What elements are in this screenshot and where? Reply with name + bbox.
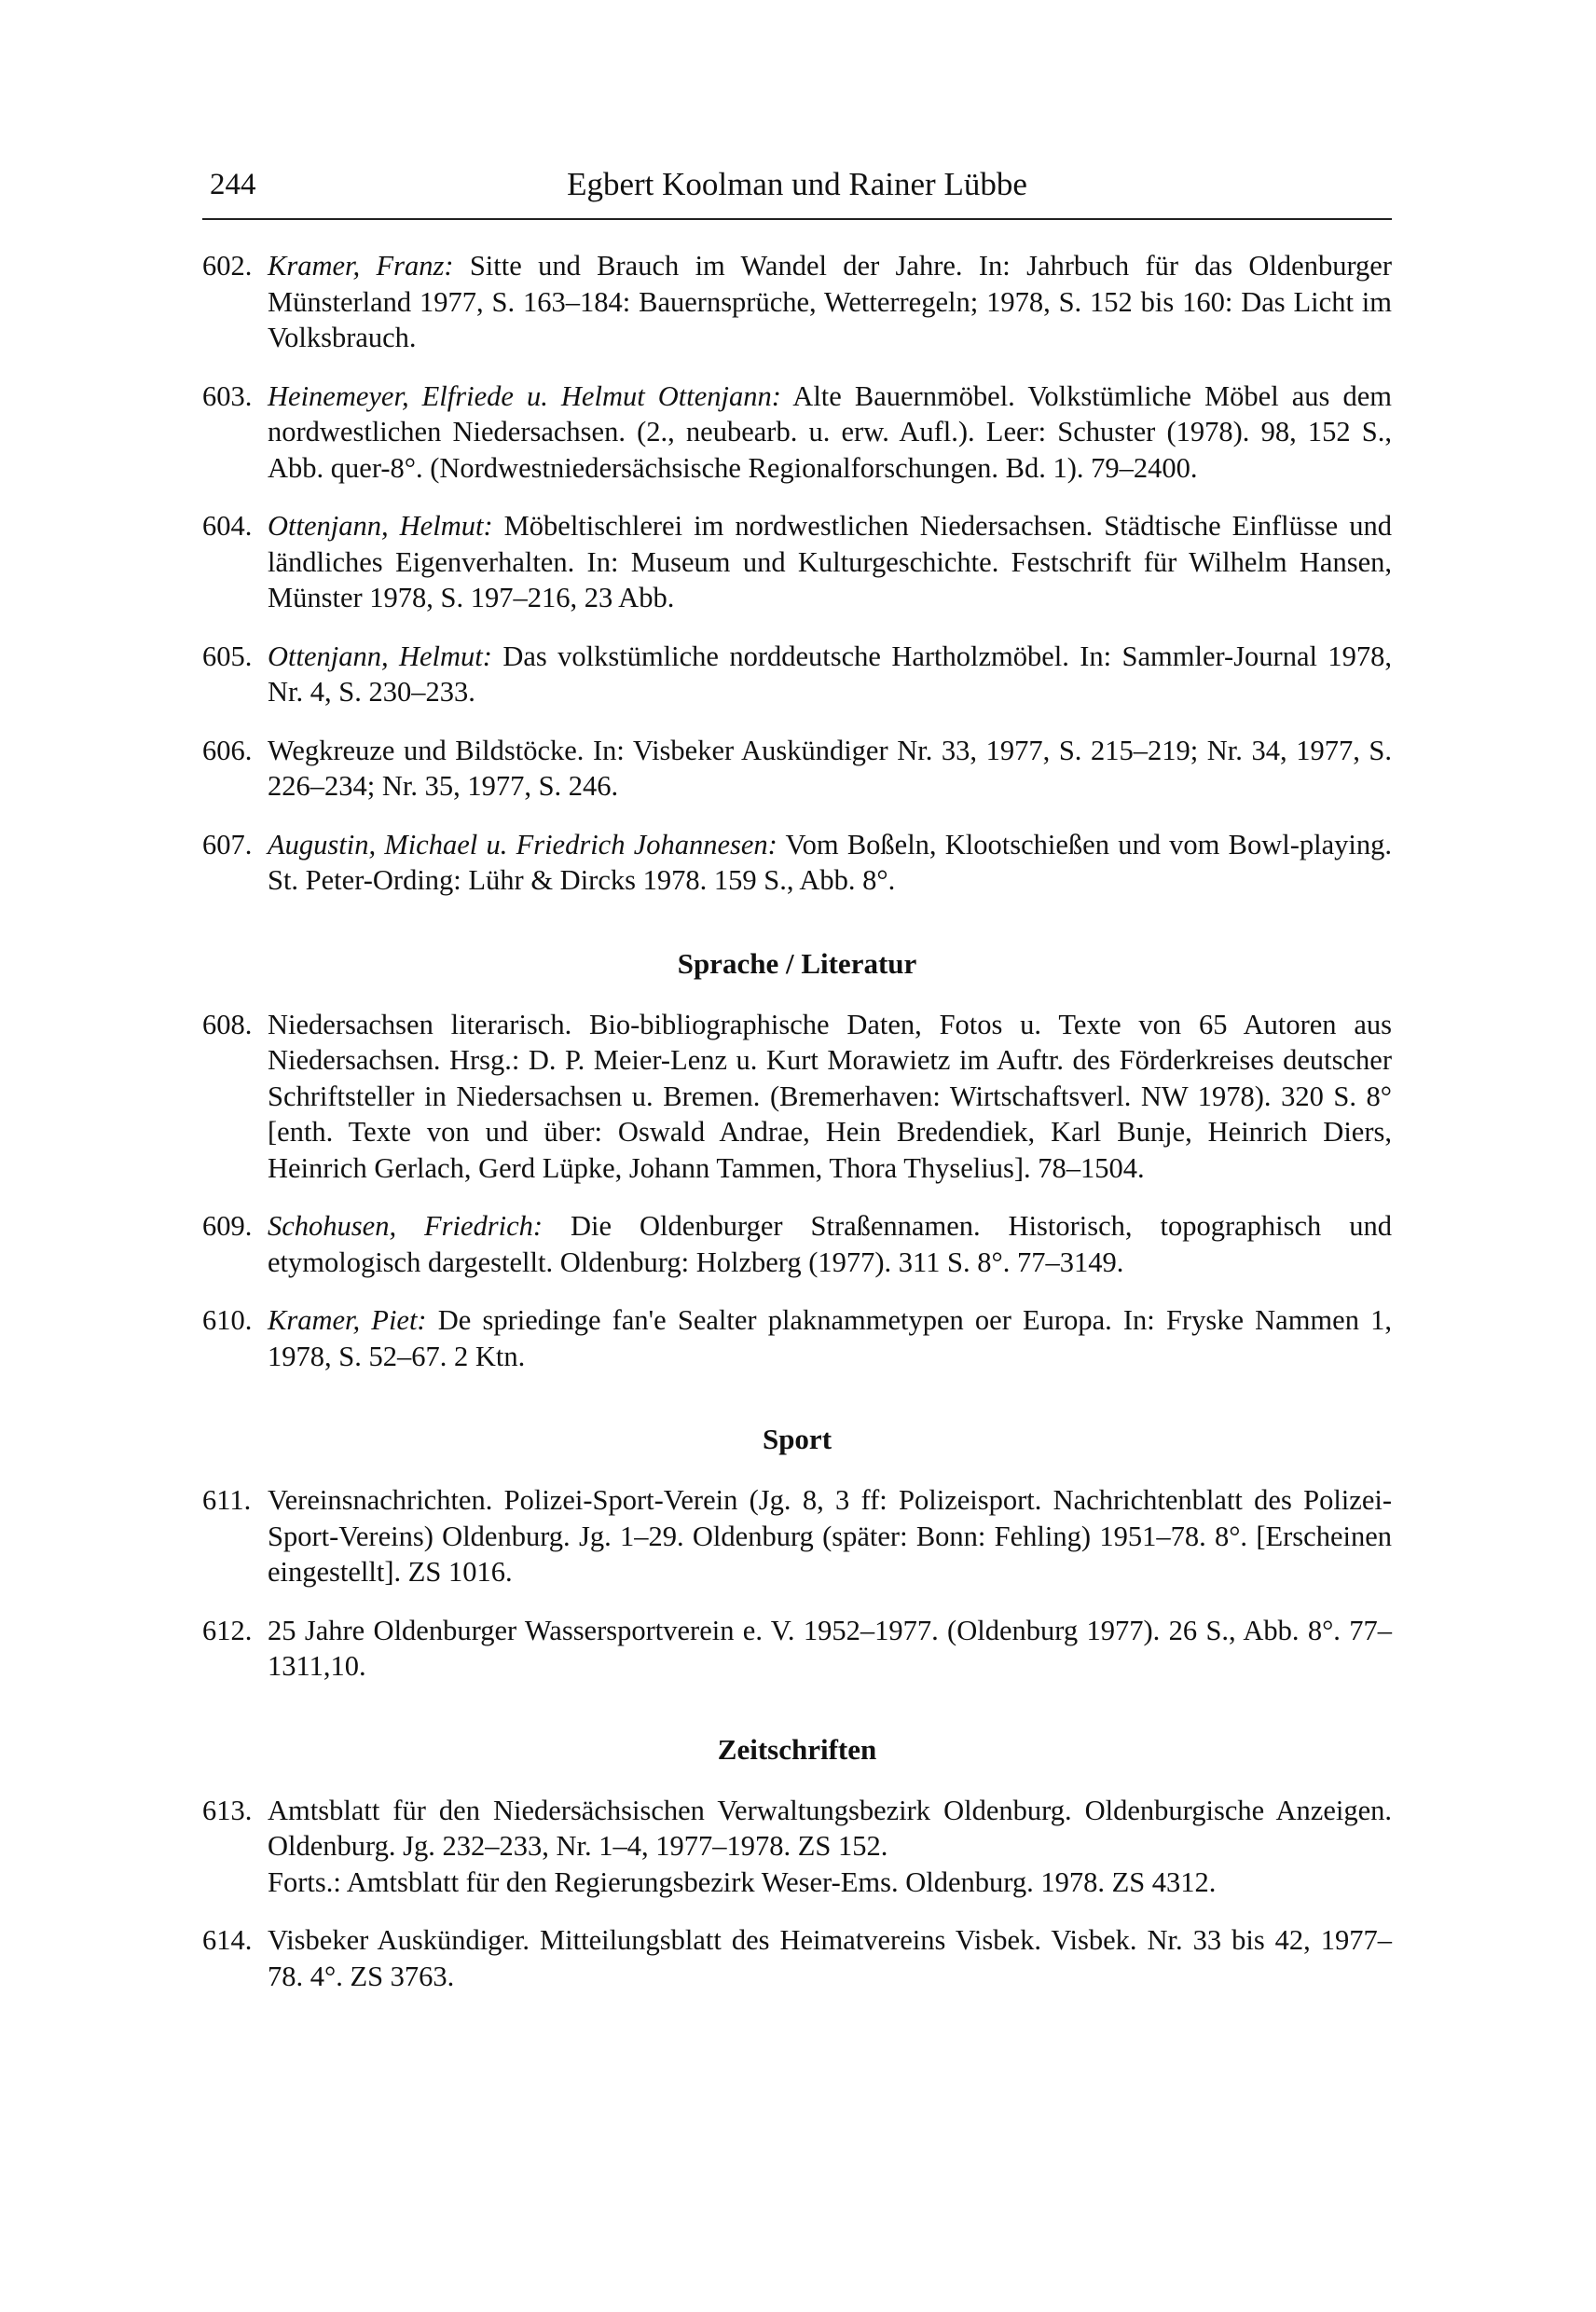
- page-number: 244: [210, 168, 256, 201]
- entry-number: 612.: [202, 1614, 253, 1646]
- bibliography-entry: [202, 1793, 1392, 1901]
- entry-text: [268, 1208, 1392, 1280]
- entry-number: 607.: [202, 828, 253, 860]
- bibliography-entry: [202, 1302, 1392, 1374]
- entry-continuation: Forts.: Amtsblatt für den Regierungsbezirk Weser-Ems. Oldenburg. 1978. ZS 4312.: [268, 1865, 1217, 1898]
- entry-body: Das volkstümliche norddeutsche Hartholzmöbel. In: Sammler-Journal 1978, Nr. 4, S. 230–233.: [268, 640, 1392, 708]
- entry-text: [268, 1613, 1392, 1685]
- entry-number: 603.: [202, 379, 253, 412]
- section-heading: Sport: [762, 1423, 832, 1455]
- bibliography-entry: [202, 378, 1392, 487]
- entry-text: [268, 733, 1392, 805]
- running-head: [202, 166, 1392, 220]
- section-heading: Zeitschriften: [717, 1732, 877, 1766]
- bibliography-entry: [202, 1613, 1392, 1685]
- entry-number: 602.: [202, 250, 253, 282]
- bibliography-entry: [202, 1922, 1392, 1994]
- entry-body: Niedersachsen literarisch. Bio-bibliographische Daten, Fotos u. Texte von 65 Autoren aus Niedersachsen. Hrsg.: D. P. Meier-Lenz u. Kurt Morawietz im Auftr. des Förderkreises deutscher Schriftsteller in Niedersachsen u. Bremen. (Bremerhaven: Wirtschaftsverl. NW 1978). 320 S. 8° [enth. Texte von und über: Oswald Andrae, Hein Bredendiek, Karl Bunje, Heinrich Diers, Heinrich Gerlach, Gerd Lüpke, Johann Tammen, Thora Thyselius]. 78–1504.: [268, 1008, 1392, 1184]
- entry-number: 608.: [202, 1008, 253, 1040]
- entry-author: Heinemeyer, Elfriede u. Helmut Ottenjann:: [268, 379, 781, 412]
- entry-text: [268, 1922, 1392, 1994]
- entry-number: 611.: [202, 1484, 252, 1516]
- section-heading: Sprache / Literatur: [677, 946, 917, 980]
- entry-number: 609.: [202, 1210, 253, 1242]
- entry-text: [268, 1482, 1392, 1590]
- entry-number: 610.: [202, 1304, 253, 1336]
- running-title: Egbert Koolman und Rainer Lübbe: [567, 166, 1027, 202]
- entry-text: [268, 639, 1392, 710]
- entry-text: [268, 248, 1392, 356]
- bibliography-entry: [202, 1208, 1392, 1280]
- bibliography-entry: [202, 1482, 1392, 1590]
- entry-number: 613.: [202, 1794, 253, 1826]
- entry-number: 604.: [202, 510, 253, 542]
- bibliography-entry: [202, 248, 1392, 356]
- bibliography-entry: [202, 733, 1392, 805]
- entry-body: Alte Bauernmöbel. Volkstümliche Möbel aus dem nordwestlichen Niedersachsen. (2., neubearb. u. erw. Aufl.). Leer: Schuster (1978). 98, 152 S., Abb. quer-8°. (Nordwestniedersächsische Regionalforschungen. Bd. 1). 79–2400.: [268, 379, 1392, 484]
- entry-number: 614.: [202, 1924, 253, 1956]
- entry-body: Die Oldenburger Straßennamen. Historisch, topographisch und etymologisch dargestellt. Oldenburg: Holzberg (1977). 311 S. 8°. 77–3149.: [268, 1210, 1392, 1278]
- entry-body: 25 Jahre Oldenburger Wassersportverein e. V. 1952–1977. (Oldenburg 1977). 26 S., Abb. 8°. 77–1311,10.: [268, 1614, 1392, 1682]
- entry-body: Möbeltischlerei im nordwestlichen Niedersachsen. Städtische Einflüsse und ländliches Eigenverhalten. In: Museum und Kulturgeschichte. Festschrift für Wilhelm Hansen, Münster 1978, S. 197–216, 23 Abb.: [268, 510, 1392, 613]
- entry-text: [268, 1007, 1392, 1187]
- entry-author: Ottenjann, Helmut:: [268, 640, 492, 672]
- bibliography-entry: [202, 508, 1392, 616]
- entry-author: Kramer, Piet:: [268, 1304, 427, 1336]
- entry-body: Vom Boßeln, Klootschießen und vom Bowl-playing. St. Peter-Ording: Lühr & Dircks 1978. 159 S., Abb. 8°.: [268, 828, 1392, 896]
- entry-number: 606.: [202, 734, 253, 766]
- entry-body: Amtsblatt für den Niedersächsischen Verwaltungsbezirk Oldenburg. Oldenburgische Anzeigen. Oldenburg. Jg. 232–233, Nr. 1–4, 1977–1978. ZS 152.: [268, 1794, 1392, 1862]
- entry-author: Ottenjann, Helmut:: [268, 510, 493, 542]
- entry-body: Vereinsnachrichten. Polizei-Sport-Verein (Jg. 8, 3 ff: Polizeisport. Nachrichtenblatt des Polizei-Sport-Vereins) Oldenburg. Jg. 1–29. Oldenburg (später: Bonn: Fehling) 1951–78. 8°. [Erscheinen eingestellt]. ZS 1016.: [268, 1484, 1392, 1588]
- bibliography-entry: [202, 827, 1392, 899]
- entry-text: [268, 378, 1392, 487]
- entry-number: 605.: [202, 640, 253, 672]
- entry-author: Kramer, Franz:: [268, 250, 454, 282]
- entry-body: Visbeker Auskündiger. Mitteilungsblatt des Heimatvereins Visbek. Visbek. Nr. 33 bis 42, 1977–78. 4°. ZS 3763.: [268, 1924, 1392, 1992]
- entry-body: Wegkreuze und Bildstöcke. In: Visbeker Auskündiger Nr. 33, 1977, S. 215–219; Nr. 34, 1977, S. 226–234; Nr. 35, 1977, S. 246.: [268, 734, 1392, 802]
- entry-text: [268, 508, 1392, 616]
- bibliography-entry: [202, 1007, 1392, 1187]
- bibliography-entry: [202, 639, 1392, 710]
- entry-body: De spriedinge fan'e Sealter plaknammetypen oer Europa. In: Fryske Nammen 1, 1978, S. 52–67. 2 Ktn.: [268, 1304, 1392, 1372]
- entry-text: [268, 1793, 1392, 1901]
- entry-body: Sitte und Brauch im Wandel der Jahre. In: Jahrbuch für das Oldenburger Münsterland 1977, S. 163–184: Bauernsprüche, Wetterregeln; 1978, S. 152 bis 160: Das Licht im Volksbrauch.: [268, 250, 1392, 353]
- entry-text: [268, 1302, 1392, 1374]
- entry-author: Augustin, Michael u. Friedrich Johannesen:: [268, 828, 777, 860]
- page: [202, 166, 1392, 2016]
- entry-text: [268, 827, 1392, 899]
- entry-author: Schohusen, Friedrich:: [268, 1210, 543, 1242]
- bibliography-list: [202, 220, 1392, 1994]
